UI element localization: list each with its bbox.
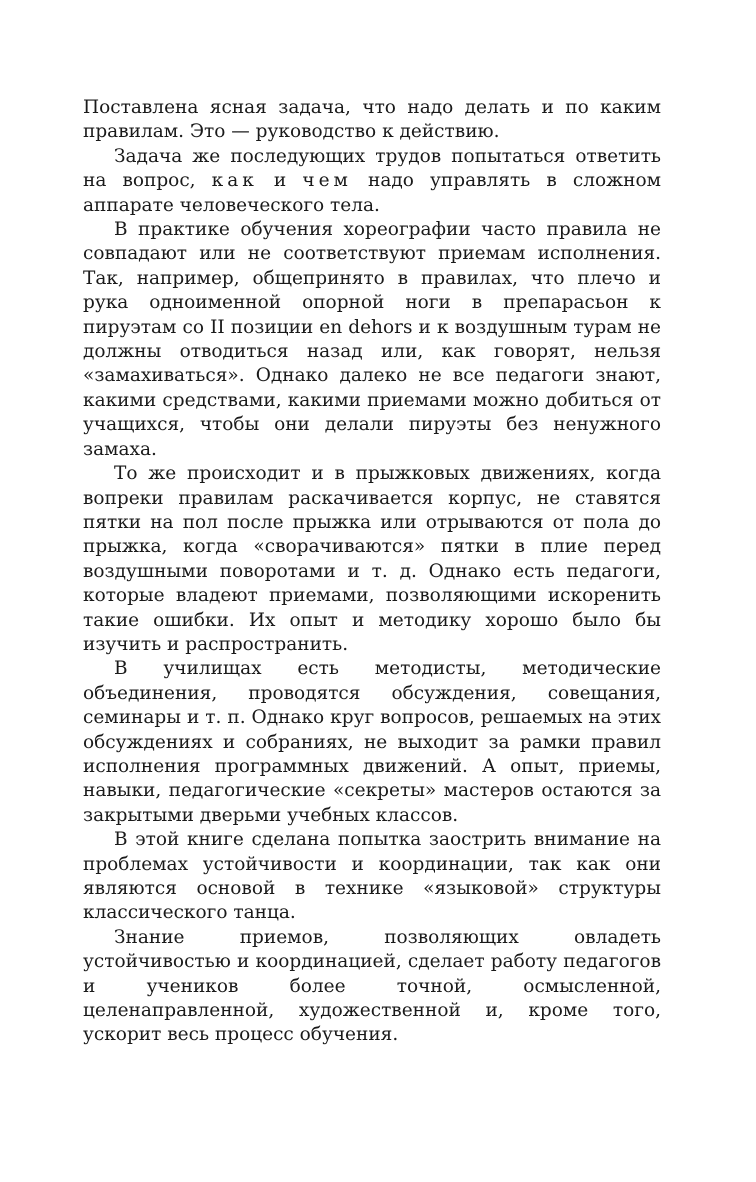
- paragraph-6: В этой книге сделана попытка заострить внимание на проблемах устойчивости и координации, так как они являются основой в технике «языковой» структуры классического танца.: [83, 829, 661, 924]
- book-page-text: [83, 96, 661, 1048]
- emphasis-kak: как: [211, 170, 258, 192]
- paragraph-3: В практике обучения хореографии часто правила не совпадают или не соответствуют приемам исполнения. Так, например, общепринято в правилах, что плечо и рука одноименной опорной ноги в препарасьон к пируэтам со II позиции en dehors и к воздушным турам не должны отводиться назад или, как говорят, нельзя «замахиваться». Однако далеко не все педагоги знают, какими средствами, какими приемами можно добиться от учащихся, чтобы они делали пируэты без ненужного замаха.: [83, 219, 661, 460]
- paragraph-2-mid: и: [257, 170, 303, 192]
- paragraph-4: То же происходит и в прыжковых движениях, когда вопреки правилам раскачивается корпус, не ставятся пятки на пол после прыжка или отрываются от пола до прыжка, когда «сворачиваются» пятки в плие перед воздушными поворотами и т. д. Однако есть педагоги, которые владеют приемами, позволяющими искоренить такие ошибки. Их опыт и методику хорошо было бы изучить и распространить.: [83, 463, 661, 655]
- paragraph-2: [83, 145, 661, 218]
- paragraph-5: В училищах есть методисты, методические объединения, проводятся обсуждения, совещания, семинары и т. п. Однако круг вопросов, решаемых на этих обсуждениях и собраниях, не выходит за рамки правил исполнения программных движений. А опыт, приемы, навыки, педагогические «секреты» мастеров остаются за закрытыми дверьми учебных классов.: [83, 658, 661, 826]
- emphasis-chem: чем: [302, 170, 352, 192]
- paragraph-2-before: Задача же последующих трудов попытаться ответить на вопрос,: [83, 145, 661, 192]
- paragraph-2-after: надо управлять в сложном аппарате человеческого тела.: [83, 170, 661, 216]
- paragraph-1: Поставлена ясная задача, что надо делать и по каким правилам. Это — руководство к действию.: [83, 97, 661, 143]
- paragraph-7: Знание приемов, позволяющих овладеть устойчивостью и координацией, сделает работу педагогов и учеников более точной, осмысленной, целенаправленной, художественной и, кроме того, ускорит весь процесс обучения.: [83, 926, 661, 1046]
